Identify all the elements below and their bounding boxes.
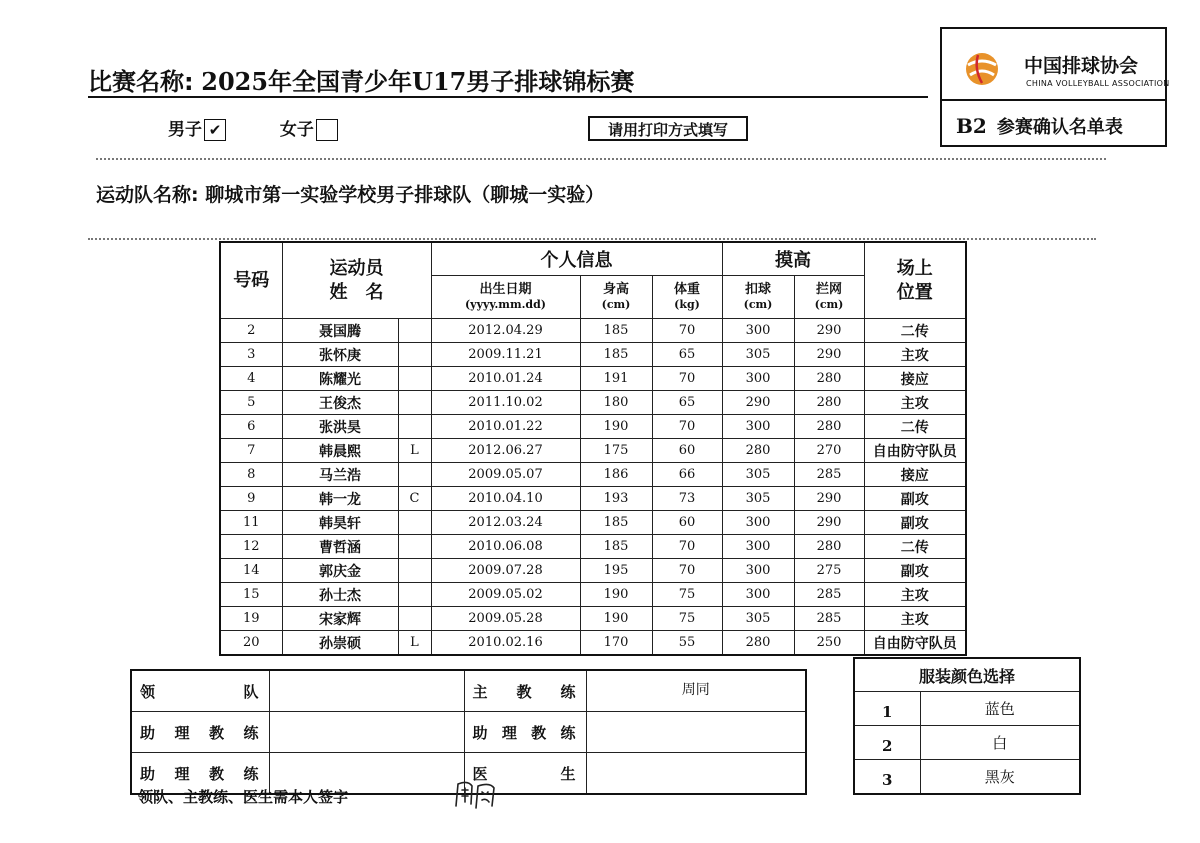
- player-height: 193: [580, 487, 652, 511]
- player-number: 2: [220, 319, 282, 343]
- player-position: 主攻: [864, 583, 966, 607]
- player-position: 副攻: [864, 511, 966, 535]
- header-block-label: 拦网: [815, 282, 842, 297]
- player-block-reach: 290: [794, 319, 864, 343]
- assistant-coach-field-1[interactable]: [269, 712, 464, 753]
- player-number: 15: [220, 583, 282, 607]
- handwritten-signature: [452, 776, 512, 812]
- player-birth-date: 2010.01.24: [431, 367, 580, 391]
- table-row: [220, 343, 966, 367]
- dotted-divider: [88, 238, 1096, 240]
- form-title: [956, 113, 1123, 139]
- player-position: 主攻: [864, 343, 966, 367]
- uniform-option-color[interactable]: 蓝色: [920, 692, 1080, 726]
- player-role: [398, 391, 431, 415]
- player-position: 自由防守队员: [864, 439, 966, 463]
- header-spike: [722, 276, 794, 319]
- player-block-reach: 275: [794, 559, 864, 583]
- header-block-unit: (cm): [814, 298, 844, 311]
- head-coach-label: 主教练: [464, 670, 586, 712]
- form-code: B2: [956, 114, 987, 138]
- header-number: 号码: [220, 242, 282, 319]
- player-role: [398, 319, 431, 343]
- player-birth-date: 2012.06.27: [431, 439, 580, 463]
- player-weight: 60: [652, 439, 722, 463]
- player-role: [398, 415, 431, 439]
- player-birth-date: 2009.07.28: [431, 559, 580, 583]
- player-role: [398, 607, 431, 631]
- player-block-reach: 290: [794, 511, 864, 535]
- player-weight: 70: [652, 367, 722, 391]
- table-row: [220, 511, 966, 535]
- player-block-reach: 270: [794, 439, 864, 463]
- header-height-label: 身高: [602, 282, 629, 297]
- player-name: 孙崇硕: [282, 631, 398, 656]
- player-height: 191: [580, 367, 652, 391]
- player-position: 副攻: [864, 559, 966, 583]
- roster-table: [219, 241, 967, 656]
- male-checkbox[interactable]: ✔: [204, 119, 226, 141]
- print-instruction: 请用打印方式填写: [588, 116, 748, 141]
- header-weight: [652, 276, 722, 319]
- player-block-reach: 280: [794, 535, 864, 559]
- player-name: 王俊杰: [282, 391, 398, 415]
- player-name: 马兰浩: [282, 463, 398, 487]
- female-checkbox[interactable]: [316, 119, 338, 141]
- player-name: 聂国腾: [282, 319, 398, 343]
- player-role: L: [398, 439, 431, 463]
- player-birth-date: 2010.06.08: [431, 535, 580, 559]
- assistant-coach-field-right[interactable]: [586, 712, 806, 753]
- header-block: [794, 276, 864, 319]
- player-weight: 70: [652, 415, 722, 439]
- player-number: 8: [220, 463, 282, 487]
- player-height: 170: [580, 631, 652, 656]
- player-role: L: [398, 631, 431, 656]
- player-block-reach: 290: [794, 343, 864, 367]
- player-birth-date: 2010.02.16: [431, 631, 580, 656]
- player-name: 张怀庚: [282, 343, 398, 367]
- player-spike-reach: 300: [722, 367, 794, 391]
- player-height: 190: [580, 415, 652, 439]
- player-number: 12: [220, 535, 282, 559]
- player-spike-reach: 300: [722, 535, 794, 559]
- team-name: 聊城市第一实验学校男子排球队（聊城一实验）: [205, 184, 605, 206]
- player-birth-date: 2012.04.29: [431, 319, 580, 343]
- header-birth-date-label: 出生日期: [479, 282, 532, 297]
- player-role: [398, 343, 431, 367]
- table-row: [220, 367, 966, 391]
- player-spike-reach: 280: [722, 631, 794, 656]
- player-block-reach: 290: [794, 487, 864, 511]
- player-role: C: [398, 487, 431, 511]
- player-height: 185: [580, 535, 652, 559]
- org-logo-cn: 中国排球协会: [1024, 55, 1139, 77]
- header-weight-unit: (kg): [674, 298, 700, 311]
- player-position: 自由防守队员: [864, 631, 966, 656]
- player-weight: 66: [652, 463, 722, 487]
- header-athlete: [282, 242, 431, 319]
- uniform-title: 服装颜色选择: [854, 658, 1080, 692]
- gender-selector: [168, 115, 338, 141]
- player-name: 韩晨熙: [282, 439, 398, 463]
- uniform-option-index: 1: [854, 692, 920, 726]
- player-weight: 75: [652, 607, 722, 631]
- uniform-option-index: 3: [854, 760, 920, 795]
- player-role: [398, 583, 431, 607]
- team-leader-label: 领队: [131, 670, 269, 712]
- player-block-reach: 285: [794, 463, 864, 487]
- player-name: 曹哲涵: [282, 535, 398, 559]
- team-label: 运动队名称:: [96, 184, 199, 206]
- female-label: 女子: [279, 120, 314, 140]
- competition-label: 比赛名称:: [88, 68, 194, 96]
- player-block-reach: 280: [794, 415, 864, 439]
- header-position-line1: 场上: [896, 257, 933, 279]
- player-height: 180: [580, 391, 652, 415]
- player-name: 陈耀光: [282, 367, 398, 391]
- table-row: [220, 583, 966, 607]
- player-spike-reach: 305: [722, 343, 794, 367]
- player-role: [398, 367, 431, 391]
- header-height: [580, 276, 652, 319]
- player-name: 韩一龙: [282, 487, 398, 511]
- player-birth-date: 2009.05.02: [431, 583, 580, 607]
- team-name-line: [96, 180, 604, 207]
- org-logo-en: CHINA VOLLEYBALL ASSOCIATION: [1026, 79, 1170, 88]
- player-role: [398, 535, 431, 559]
- assistant-coach-label-right: 助理教练: [464, 712, 586, 753]
- doctor-label: 医生: [464, 753, 586, 795]
- table-row: [220, 607, 966, 631]
- player-position: 接应: [864, 367, 966, 391]
- header-athlete-line1: 运动员: [329, 257, 384, 279]
- player-weight: 70: [652, 535, 722, 559]
- doctor-field[interactable]: [586, 753, 806, 795]
- competition-underline: [88, 96, 928, 98]
- logo-divider: [942, 99, 1165, 101]
- player-number: 9: [220, 487, 282, 511]
- player-weight: 75: [652, 583, 722, 607]
- player-spike-reach: 305: [722, 607, 794, 631]
- player-birth-date: 2010.04.10: [431, 487, 580, 511]
- player-role: [398, 463, 431, 487]
- player-name: 韩昊轩: [282, 511, 398, 535]
- player-block-reach: 250: [794, 631, 864, 656]
- player-block-reach: 280: [794, 367, 864, 391]
- uniform-option-color[interactable]: 白: [920, 726, 1080, 760]
- player-height: 190: [580, 583, 652, 607]
- player-position: 主攻: [864, 391, 966, 415]
- male-label: 男子: [168, 120, 202, 140]
- player-weight: 55: [652, 631, 722, 656]
- table-row: [220, 391, 966, 415]
- dotted-divider: [96, 158, 1106, 160]
- player-name: 郭庆金: [282, 559, 398, 583]
- player-position: 副攻: [864, 487, 966, 511]
- header-birth-date-format: (yyyy.mm.dd): [464, 298, 547, 311]
- player-number: 3: [220, 343, 282, 367]
- player-spike-reach: 300: [722, 415, 794, 439]
- player-number: 6: [220, 415, 282, 439]
- player-number: 7: [220, 439, 282, 463]
- head-coach-field[interactable]: 周同: [586, 670, 806, 712]
- player-spike-reach: 300: [722, 583, 794, 607]
- player-number: 5: [220, 391, 282, 415]
- player-height: 185: [580, 343, 652, 367]
- assistant-coach-label-1: 助理教练: [131, 712, 269, 753]
- player-spike-reach: 305: [722, 463, 794, 487]
- player-height: 185: [580, 319, 652, 343]
- uniform-option-color[interactable]: 黑灰: [920, 760, 1080, 795]
- player-spike-reach: 300: [722, 559, 794, 583]
- player-weight: 65: [652, 343, 722, 367]
- form-id-box: [940, 27, 1170, 147]
- player-spike-reach: 300: [722, 319, 794, 343]
- header-weight-label: 体重: [673, 282, 700, 297]
- roster-body: [220, 319, 966, 656]
- table-row: [220, 631, 966, 656]
- player-spike-reach: 280: [722, 439, 794, 463]
- header-position: [864, 242, 966, 319]
- volleyball-logo-icon: [964, 51, 1000, 87]
- header-position-line2: 位置: [896, 281, 933, 303]
- player-number: 4: [220, 367, 282, 391]
- uniform-color-table: [853, 657, 1081, 795]
- assistant-coach-label-2: 助理教练: [131, 753, 269, 795]
- player-position: 二传: [864, 319, 966, 343]
- player-name: 宋家辉: [282, 607, 398, 631]
- player-name: 孙士杰: [282, 583, 398, 607]
- player-birth-date: 2009.11.21: [431, 343, 580, 367]
- header-personal-info: 个人信息: [431, 242, 722, 276]
- player-weight: 65: [652, 391, 722, 415]
- player-number: 19: [220, 607, 282, 631]
- player-position: 二传: [864, 415, 966, 439]
- table-row: [220, 439, 966, 463]
- player-weight: 70: [652, 559, 722, 583]
- table-row: [220, 415, 966, 439]
- header-height-unit: (cm): [601, 298, 631, 311]
- player-position: 接应: [864, 463, 966, 487]
- player-birth-date: 2010.01.22: [431, 415, 580, 439]
- player-birth-date: 2009.05.07: [431, 463, 580, 487]
- player-position: 二传: [864, 535, 966, 559]
- competition-name: 2025年全国青少年U17男子排球锦标赛: [201, 67, 635, 96]
- header-birth-date: [431, 276, 580, 319]
- signature-note: 领队、主教练、医生需本人签字: [138, 788, 349, 806]
- player-birth-date: 2011.10.02: [431, 391, 580, 415]
- player-height: 195: [580, 559, 652, 583]
- header-spike-label: 扣球: [744, 282, 771, 297]
- player-weight: 60: [652, 511, 722, 535]
- player-number: 14: [220, 559, 282, 583]
- player-position: 主攻: [864, 607, 966, 631]
- player-spike-reach: 290: [722, 391, 794, 415]
- competition-title: [88, 62, 634, 97]
- player-height: 186: [580, 463, 652, 487]
- table-row: [220, 487, 966, 511]
- player-spike-reach: 305: [722, 487, 794, 511]
- player-spike-reach: 300: [722, 511, 794, 535]
- player-role: [398, 511, 431, 535]
- team-leader-field[interactable]: [269, 670, 464, 712]
- player-number: 20: [220, 631, 282, 656]
- player-block-reach: 285: [794, 607, 864, 631]
- uniform-option-index: 2: [854, 726, 920, 760]
- player-name: 张洪昊: [282, 415, 398, 439]
- table-row: [220, 319, 966, 343]
- player-block-reach: 285: [794, 583, 864, 607]
- player-block-reach: 280: [794, 391, 864, 415]
- player-birth-date: 2012.03.24: [431, 511, 580, 535]
- table-row: [220, 559, 966, 583]
- table-row: [220, 463, 966, 487]
- player-height: 190: [580, 607, 652, 631]
- player-role: [398, 559, 431, 583]
- form-title-text: 参赛确认名单表: [996, 117, 1123, 138]
- header-spike-unit: (cm): [743, 298, 773, 311]
- player-weight: 73: [652, 487, 722, 511]
- player-height: 185: [580, 511, 652, 535]
- player-weight: 70: [652, 319, 722, 343]
- player-number: 11: [220, 511, 282, 535]
- player-birth-date: 2009.05.28: [431, 607, 580, 631]
- header-athlete-line2: 姓 名: [329, 281, 384, 303]
- player-height: 175: [580, 439, 652, 463]
- header-reach: 摸高: [722, 242, 864, 276]
- table-row: [220, 535, 966, 559]
